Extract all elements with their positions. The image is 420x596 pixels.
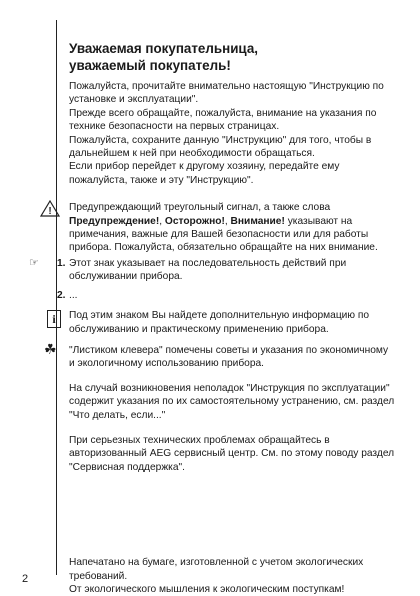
heading-line-1: Уважаемая покупательница, (69, 41, 258, 56)
step-1-text: Этот знак указывает на последовательность действий при обслуживании прибора. (69, 257, 347, 283)
footer-line-2: От экологического мышления к экологическим поступкам! (69, 583, 345, 595)
info-text: Под этим знаком Вы найдете дополнительную информацию по обслуживанию и практическому применению прибора. (69, 310, 370, 335)
clover-leaf-icon: ☘ (44, 340, 57, 357)
warning-word-1: Предупреждение! (69, 215, 160, 227)
clover-text: "Листиком клевера" помечены советы и указания по экономичному и экологичному использованию прибора. (69, 344, 389, 370)
step-2-number: 2. (57, 289, 66, 301)
svg-text:!: ! (48, 206, 52, 218)
pointing-hand-icon: ☞ (29, 256, 39, 269)
info-icon: i (47, 310, 61, 328)
footer-section (69, 556, 395, 596)
warning-sep-2: , (224, 215, 231, 227)
service-section (69, 434, 395, 474)
faults-section (69, 382, 395, 422)
warning-word-2: Осторожно! (164, 215, 225, 227)
faults-text: На случай возникновения неполадок "Инструкция по эксплуатации" содержит указания по их самостоятельному устранению, см. раздел "Что делать, если..." (69, 382, 395, 421)
intro-section (69, 80, 395, 187)
intro-paragraph-1: Пожалуйста, прочитайте внимательно настоящую "Инструкцию по установке и эксплуатации". (69, 81, 384, 106)
heading-line-2: уважаемый покупатель! (69, 58, 231, 73)
page-number: 2 (22, 573, 29, 585)
warning-section (48, 201, 395, 255)
info-section (52, 309, 395, 336)
footer-line-1: Напечатано на бумаге, изготовленной с учетом экологических требований. (69, 557, 364, 582)
warning-text-after: указывают на примечания, важные для Вашей безопасности или для работы прибора. Пожалуйста, обязательно обращайте на них внимание. (69, 215, 378, 254)
page-heading (69, 40, 395, 74)
warning-triangle-icon (40, 200, 62, 217)
page-content (29, 40, 395, 596)
warning-text-before: Предупреждающий треугольный сигнал, а также слова (69, 202, 331, 214)
warning-word-3: Внимание! (230, 215, 285, 227)
warning-sep-1: , (159, 215, 165, 227)
intro-paragraph-2: Прежде всего обращайте, пожалуйста, внимание на указания по технике безопасности на первых страницах. (69, 107, 377, 133)
intro-paragraph-3: Пожалуйста, сохраните данную "Инструкцию" для того, чтобы в дальнейшем к ней при необходимости обращаться. (69, 134, 372, 160)
clover-section (44, 340, 395, 371)
step-2-text: ... (69, 289, 78, 301)
step-2 (57, 289, 395, 302)
service-text: При серьезных технических проблемах обращайтесь в авторизованный AEG сервисный центр. См. по этому поводу раздел "Сервисная поддержка". (69, 434, 395, 473)
step-1-number: 1. (57, 257, 66, 269)
intro-paragraph-4: Если прибор перейдет к другому хозяину, передайте ему пожалуйста, также и эту "Инструкцию". (69, 161, 340, 186)
step-1 (29, 256, 395, 284)
warning-text (69, 201, 395, 255)
